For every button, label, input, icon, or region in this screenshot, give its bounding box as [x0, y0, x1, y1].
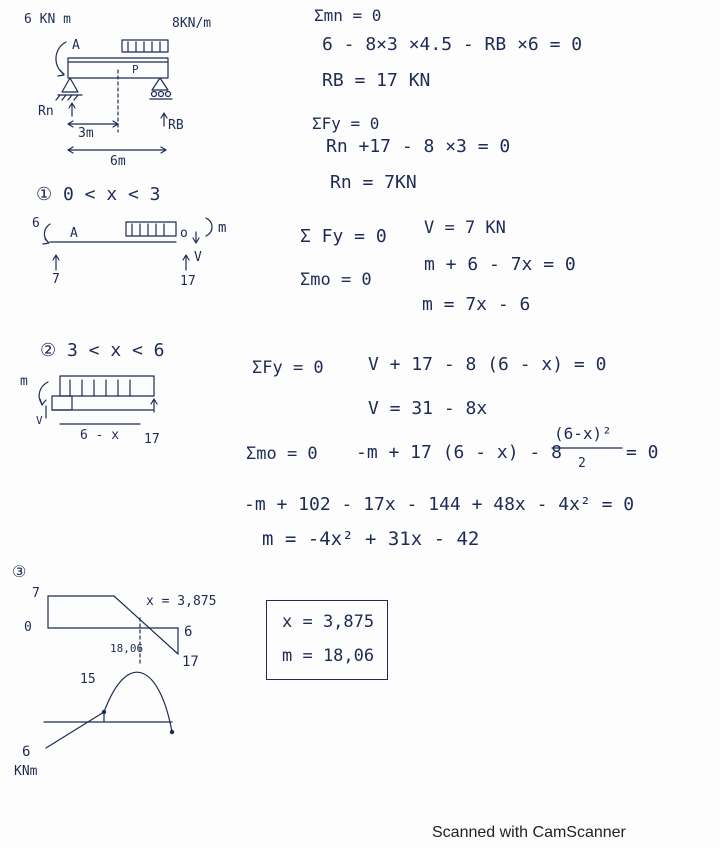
section1-eq-m1: m + 6 - 7x = 0 — [424, 254, 576, 275]
point-p-label: P — [132, 63, 139, 76]
section1-o-label: o — [180, 226, 188, 241]
result-x: x = 3,875 — [282, 612, 375, 632]
scanner-watermark: Scanned with CamScanner — [432, 824, 626, 841]
moment-label: 6 KN m — [24, 12, 71, 27]
shear-label-7: 7 — [32, 586, 40, 601]
eq-sum-moments: Σmn = 0 — [314, 6, 382, 25]
reaction-b-label: RB — [168, 118, 184, 133]
eq-rn-result: Rn = 7KN — [330, 172, 417, 193]
moment-label-15: 15 — [80, 672, 96, 687]
result-m: m = 18,06 — [282, 646, 375, 666]
moment-unit: KNm — [14, 764, 38, 779]
section1-eq-v: V = 7 KN — [424, 218, 506, 238]
section2-title: ② 3 < x < 6 — [40, 340, 165, 361]
dimension-3m: 3m — [78, 126, 94, 141]
section2-v-label: V — [36, 414, 43, 427]
section1-right-reaction: 17 — [180, 274, 196, 289]
eq-fy-expression: Rn +17 - 8 ×3 = 0 — [326, 136, 511, 157]
section1-m-label: m — [218, 220, 227, 236]
section1-eq-m2: m = 7x - 6 — [422, 294, 531, 315]
section2-eq-m1: -m + 17 (6 - x) - 8 — [356, 442, 562, 463]
section2-eq-v1: V + 17 - 8 (6 - x) = 0 — [368, 354, 607, 375]
moment-curve — [46, 672, 172, 748]
section1-title: ① 0 < x < 3 — [36, 184, 161, 205]
section2-frac-den: 2 — [578, 456, 586, 471]
section2-eq-fy: ΣFy = 0 — [252, 358, 324, 378]
eq-rb-result: RB = 17 KN — [322, 70, 431, 91]
section2-eq-v2: V = 31 - 8x — [368, 398, 488, 419]
eq-moment-expression: 6 - 8×3 ×4.5 - RB ×6 = 0 — [322, 34, 583, 55]
section2-eq-m2: -m + 102 - 17x - 144 + 48x - 4x² = 0 — [244, 494, 635, 515]
reaction-a-label: Rn — [38, 104, 54, 119]
section2-frac-num: (6-x)² — [554, 424, 612, 443]
section1-left-reaction: 7 — [52, 272, 60, 287]
section2-right-reaction: 17 — [144, 432, 160, 447]
section3-title: ③ — [12, 562, 27, 581]
shear-label-6: 6 — [184, 624, 193, 640]
section1-eq-mo: Σmo = 0 — [300, 270, 372, 290]
moment-label-18: 18,06 — [110, 642, 144, 655]
support-a-label: A — [72, 38, 80, 53]
section2-eq-end: = 0 — [626, 442, 659, 463]
section1-v-label: V — [194, 250, 202, 265]
eq-sum-fy: ΣFy = 0 — [312, 114, 380, 133]
section2-eq-m3: m = -4x² + 31x - 42 — [262, 528, 480, 550]
shear-label-x: x = 3,875 — [146, 594, 217, 609]
section2-eq-mo: Σmo = 0 — [246, 444, 318, 464]
moment-label-6: 6 — [22, 744, 31, 760]
section1-moment-6: 6 — [32, 216, 40, 231]
section1-eq-fy: Σ Fy = 0 — [300, 226, 387, 247]
load-label: 8KN/m — [172, 16, 212, 31]
section2-length: 6 - x — [80, 428, 120, 443]
section1-a-label: A — [70, 226, 78, 241]
dimension-6m: 6m — [110, 154, 126, 169]
section2-m-label: m — [20, 374, 28, 389]
shear-label-17: 17 — [182, 654, 199, 670]
shear-label-0: 0 — [24, 620, 32, 635]
